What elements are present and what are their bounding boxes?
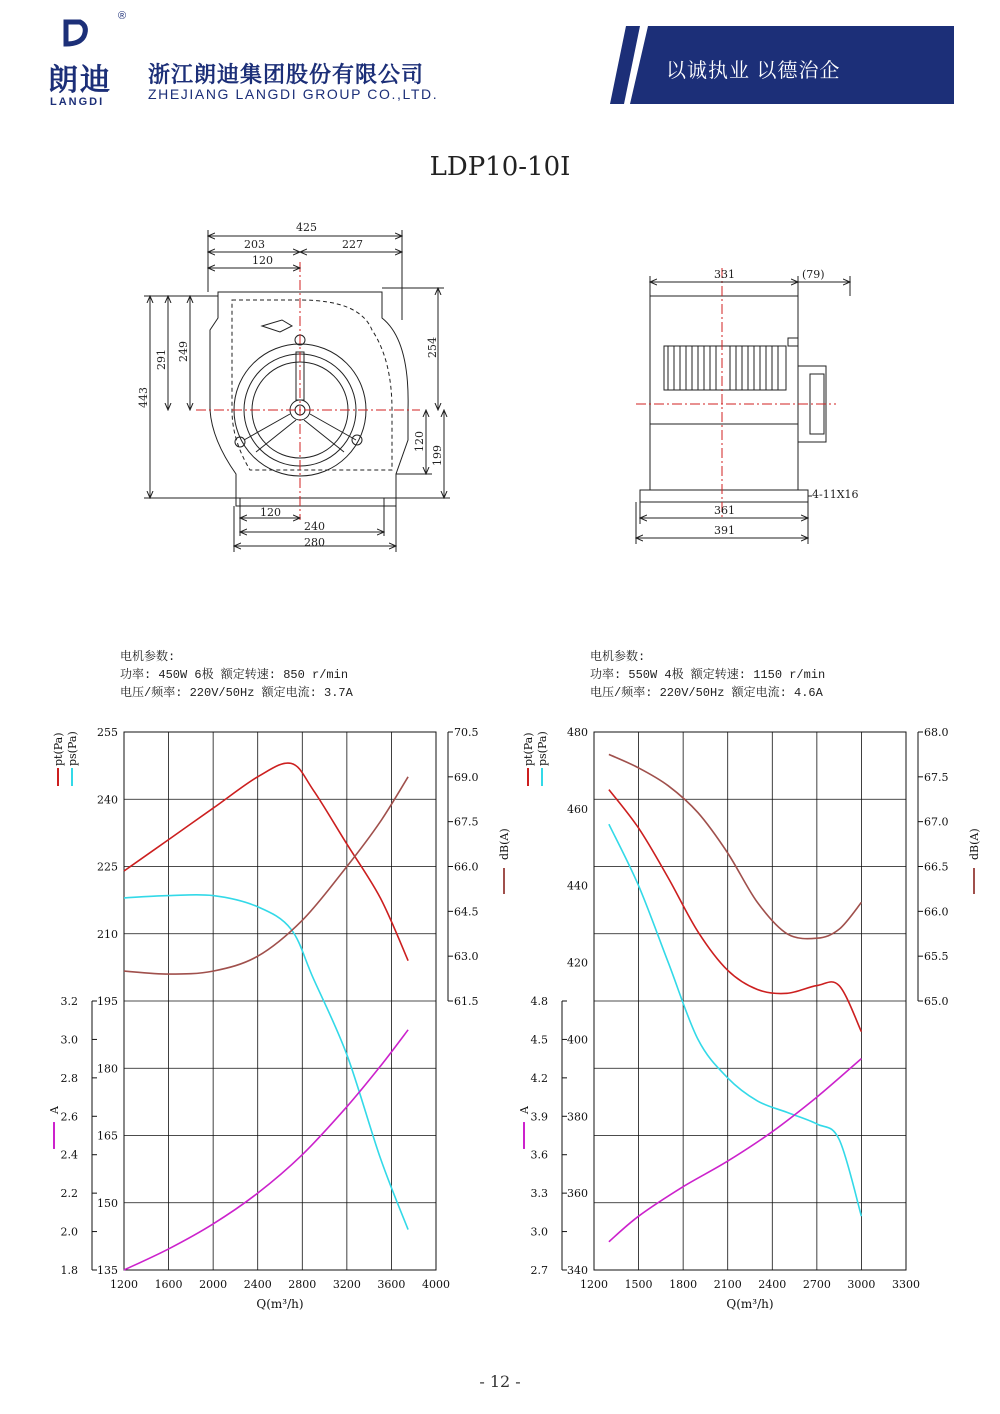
performance-chart-left <box>20 710 511 1330</box>
db-tick-label: 68.0 <box>924 726 949 739</box>
x-tick-label: 2700 <box>802 1278 831 1291</box>
db-tick-label: 67.5 <box>924 770 949 784</box>
x-tick-label: 1800 <box>669 1278 698 1291</box>
chart-grid <box>524 732 974 1270</box>
page-number: - 12 - <box>479 1372 521 1391</box>
curve-a <box>609 1059 862 1242</box>
a-tick-label: 2.6 <box>60 1110 78 1124</box>
motor-params-left <box>120 648 353 702</box>
x-tick-label: 1200 <box>110 1278 138 1291</box>
pa-tick-label: 340 <box>567 1264 588 1277</box>
dim-120-bottom: 120 <box>260 506 281 519</box>
hole-note: 4-11X16 <box>812 488 859 501</box>
pa-tick-label: 150 <box>97 1196 118 1210</box>
db-tick-label: 66.5 <box>924 860 949 874</box>
x-axis-label: Q(m³/h) <box>256 1297 304 1311</box>
a-tick-label: 3.6 <box>530 1148 548 1162</box>
a-tick-label: 4.2 <box>530 1071 548 1085</box>
pa-tick-label: 460 <box>567 802 588 816</box>
pa-tick-label: 400 <box>567 1033 588 1047</box>
logo-mark <box>48 22 110 98</box>
db-tick-label: 63.0 <box>454 950 479 964</box>
performance-chart-right <box>490 710 981 1330</box>
motor-line-voltage: 电压/频率: 220V/50Hz 额定电流: 4.6A <box>590 686 823 700</box>
dim-199: 199 <box>431 445 444 466</box>
curve-a <box>124 1030 408 1270</box>
a-axis-label: A <box>48 1106 61 1114</box>
motor-line-voltage: 电压/频率: 220V/50Hz 额定电流: 3.7A <box>120 686 353 700</box>
pa-tick-label: 180 <box>97 1062 118 1076</box>
a-tick-label: 4.8 <box>530 995 548 1008</box>
chart-curves <box>609 754 862 1241</box>
x-tick-label: 3200 <box>332 1278 361 1291</box>
x-tick-label: 1600 <box>154 1278 183 1291</box>
db-tick-label: 66.0 <box>454 860 479 874</box>
a-tick-label: 2.4 <box>60 1148 78 1162</box>
pa-tick-label: 440 <box>567 879 588 893</box>
curve-ps <box>124 895 408 1230</box>
pa-tick-label: 480 <box>567 726 588 739</box>
dim-425: 425 <box>296 221 317 234</box>
model-title: LDP10-10I <box>429 152 571 182</box>
chart-labels <box>518 726 981 1311</box>
a-tick-label: 3.2 <box>60 995 78 1008</box>
svg-text:朗: 朗 <box>48 63 78 98</box>
pt-axis-label: pt(Pa) <box>522 732 535 766</box>
technical-drawing <box>0 220 1000 580</box>
x-tick-label: 3600 <box>377 1278 406 1291</box>
side-view <box>636 268 850 544</box>
db-axis-label: dB(A) <box>498 828 511 860</box>
chart-labels <box>48 726 511 1311</box>
logo-text: LANGDI <box>50 96 105 108</box>
a-tick-label: 2.7 <box>530 1264 548 1277</box>
ps-axis-label: ps(Pa) <box>536 731 549 766</box>
pa-tick-label: 165 <box>97 1129 118 1143</box>
company-name-cn: 浙江朗迪集团股份有限公司 <box>148 62 425 87</box>
x-axis-label: Q(m³/h) <box>726 1297 774 1311</box>
x-tick-label: 1500 <box>624 1278 653 1291</box>
dim-391: 391 <box>714 524 735 537</box>
db-tick-label: 61.5 <box>454 995 479 1008</box>
db-tick-label: 65.0 <box>924 995 949 1008</box>
motor-params-right <box>590 648 825 702</box>
dim-79: (79) <box>802 268 825 281</box>
motor-title: 电机参数: <box>120 650 176 664</box>
x-tick-label: 3000 <box>847 1278 876 1291</box>
front-view <box>144 230 450 552</box>
x-tick-label: 2400 <box>758 1278 787 1291</box>
motor-title: 电机参数: <box>590 650 646 664</box>
dim-443: 443 <box>137 387 150 408</box>
dim-291: 291 <box>155 349 168 370</box>
company-name-en: ZHEJIANG LANGDI GROUP CO.,LTD. <box>148 86 439 102</box>
side-view-dimensions <box>714 268 859 537</box>
dim-254: 254 <box>426 337 439 358</box>
motor-line-power: 功率: 450W 6极 额定转速: 850 r/min <box>120 668 349 682</box>
dim-120-top: 120 <box>252 254 273 267</box>
curve-pt <box>124 763 408 961</box>
dim-203: 203 <box>244 238 265 251</box>
dim-280: 280 <box>304 536 325 549</box>
dim-331: 331 <box>714 268 735 281</box>
dim-240: 240 <box>304 520 325 533</box>
chart-grid <box>54 732 504 1270</box>
a-axis-label: A <box>518 1106 531 1114</box>
a-tick-label: 3.0 <box>530 1225 548 1239</box>
pa-tick-label: 255 <box>97 726 118 739</box>
curve-pt <box>609 790 862 1032</box>
db-tick-label: 67.5 <box>454 815 479 829</box>
db-tick-label: 70.5 <box>454 726 479 739</box>
a-tick-label: 4.5 <box>530 1033 548 1047</box>
pa-tick-label: 225 <box>97 860 118 874</box>
pa-tick-label: 210 <box>97 927 118 941</box>
pa-tick-label: 195 <box>97 995 118 1008</box>
x-tick-label: 1200 <box>580 1278 608 1291</box>
chart-curves <box>124 763 408 1270</box>
db-axis-label: dB(A) <box>968 828 981 860</box>
db-tick-label: 66.0 <box>924 905 949 919</box>
dim-120-right: 120 <box>413 431 426 452</box>
db-tick-label: 64.5 <box>454 905 479 919</box>
db-tick-label: 65.5 <box>924 950 949 964</box>
slogan: 以诚执业 以德治企 <box>666 60 841 82</box>
x-tick-label: 2400 <box>243 1278 272 1291</box>
x-tick-label: 2000 <box>199 1278 228 1291</box>
x-tick-label: 3300 <box>892 1278 920 1291</box>
x-tick-label: 4000 <box>422 1278 450 1291</box>
x-tick-label: 2800 <box>288 1278 317 1291</box>
dim-361: 361 <box>714 504 735 517</box>
front-view-dimensions <box>137 221 444 549</box>
a-tick-label: 2.8 <box>60 1071 78 1085</box>
db-tick-label: 67.0 <box>924 815 949 829</box>
curve-dba <box>124 777 408 974</box>
ps-axis-label: ps(Pa) <box>66 731 79 766</box>
db-tick-label: 69.0 <box>454 770 479 784</box>
a-tick-label: 3.0 <box>60 1033 78 1047</box>
curve-dba <box>609 754 862 938</box>
pt-axis-label: pt(Pa) <box>52 732 65 766</box>
pa-tick-label: 135 <box>97 1264 118 1277</box>
pa-tick-label: 240 <box>97 793 118 807</box>
x-tick-label: 2100 <box>713 1278 742 1291</box>
a-tick-label: 1.8 <box>60 1264 78 1277</box>
a-tick-label: 2.0 <box>60 1225 78 1239</box>
pa-tick-label: 420 <box>567 956 588 970</box>
pa-tick-label: 360 <box>567 1187 588 1201</box>
dim-249: 249 <box>177 341 190 362</box>
svg-text:迪: 迪 <box>80 63 110 98</box>
registered-mark: ® <box>118 10 127 22</box>
motor-line-power: 功率: 550W 4极 额定转速: 1150 r/min <box>590 668 826 682</box>
pa-tick-label: 380 <box>567 1110 588 1124</box>
a-tick-label: 3.9 <box>530 1110 548 1124</box>
dim-227: 227 <box>342 238 363 251</box>
a-tick-label: 2.2 <box>60 1187 78 1201</box>
a-tick-label: 3.3 <box>530 1187 548 1201</box>
